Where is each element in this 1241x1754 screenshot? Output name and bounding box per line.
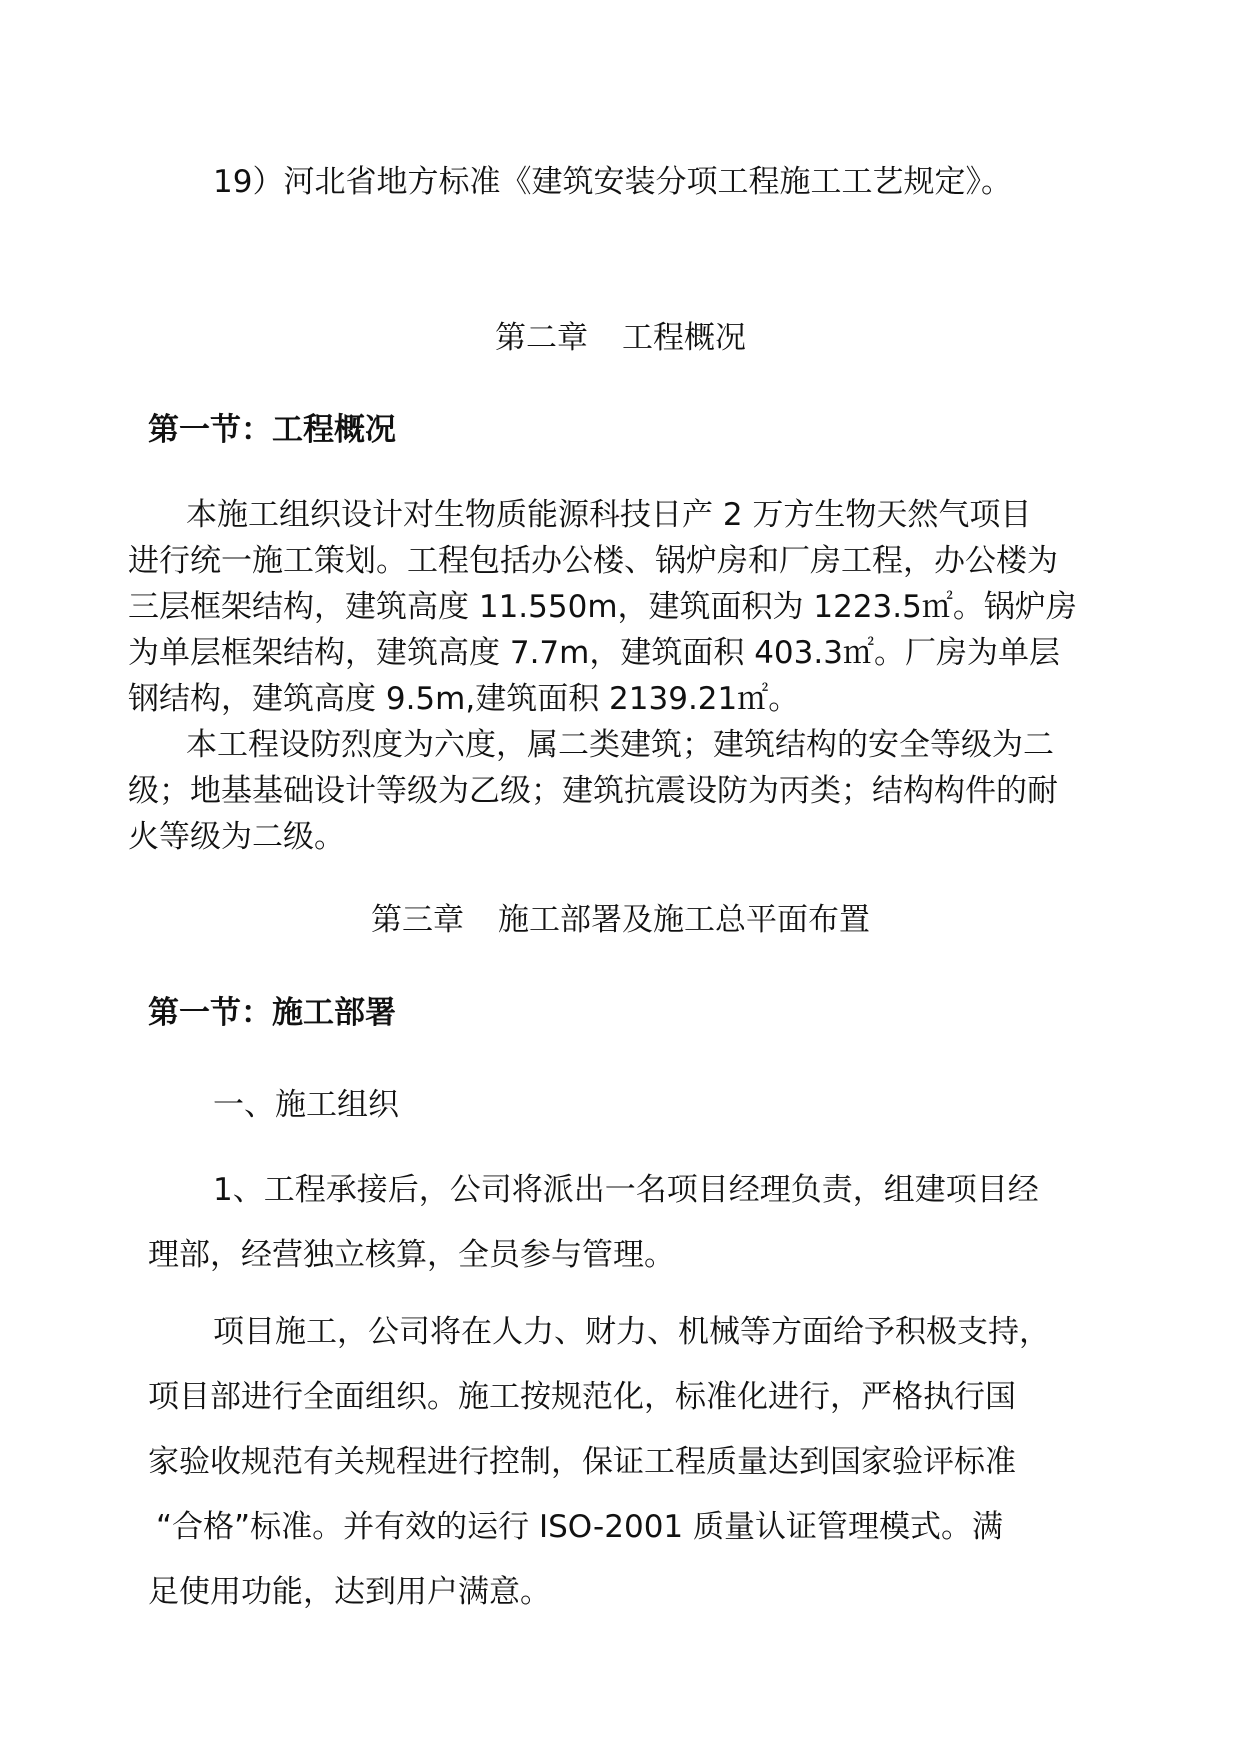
chapter-3-heading (0, 900, 1241, 940)
body-line: 家验收规范有关规程进行控制，保证工程质量达到国家验评标准 (148, 1444, 1016, 1480)
body-line: 钢结构，建筑高度 9.5m,建筑面积 2139.21㎡。 (128, 681, 800, 717)
section-2-heading: 第一节：施工部署 (148, 995, 396, 1031)
body-line: 为单层框架结构，建筑高度 7.7m，建筑面积 403.3㎡。厂房为单层 (128, 635, 1060, 671)
body-line: 本施工组织设计对生物质能源科技日产 2 万方生物天然气项目 (186, 497, 1032, 533)
body-line: 本工程设防烈度为六度，属二类建筑；建筑结构的安全等级为二 (186, 727, 1054, 763)
body-line: 项目施工，公司将在人力、财力、机械等方面给予积极支持， (213, 1314, 1050, 1350)
chapter-3-number: 第三章 (371, 902, 464, 938)
body-line: 三层框架结构，建筑高度 11.550m，建筑面积为 1223.5㎡。锅炉房 (128, 589, 1077, 625)
chapter-2-heading (0, 318, 1241, 358)
section-2-body (148, 1158, 1118, 1625)
chapter-3-title: 施工部署及施工总平面布置 (498, 902, 870, 938)
section-1-body (128, 492, 1118, 860)
body-line: 项目部进行全面组织。施工按规范化，标准化进行，严格执行国 (148, 1379, 1016, 1415)
body-line: 级；地基基础设计等级为乙级；建筑抗震设防为丙类；结构构件的耐 (128, 773, 1058, 809)
intro-list-item: 19）河北省地方标准《建筑安装分项工程施工工艺规定》。 (213, 164, 1012, 200)
subsection-heading: 一、施工组织 (213, 1087, 399, 1123)
body-line: 足使用功能，达到用户满意。 (148, 1574, 551, 1610)
body-line: 进行统一施工策划。工程包括办公楼、锅炉房和厂房工程，办公楼为 (128, 543, 1058, 579)
body-line: 火等级为二级。 (128, 819, 345, 855)
chapter-2-title: 工程概况 (622, 320, 746, 356)
section-1-heading: 第一节：工程概况 (148, 412, 396, 448)
body-line: 1、工程承接后，公司将派出一名项目经理负责，组建项目经 (213, 1172, 1039, 1208)
chapter-2-number: 第二章 (495, 320, 588, 356)
body-line: “合格”标准。并有效的运行 ISO-2001 质量认证管理模式。满 (156, 1509, 1003, 1545)
body-line: 理部，经营独立核算，全员参与管理。 (148, 1237, 675, 1273)
